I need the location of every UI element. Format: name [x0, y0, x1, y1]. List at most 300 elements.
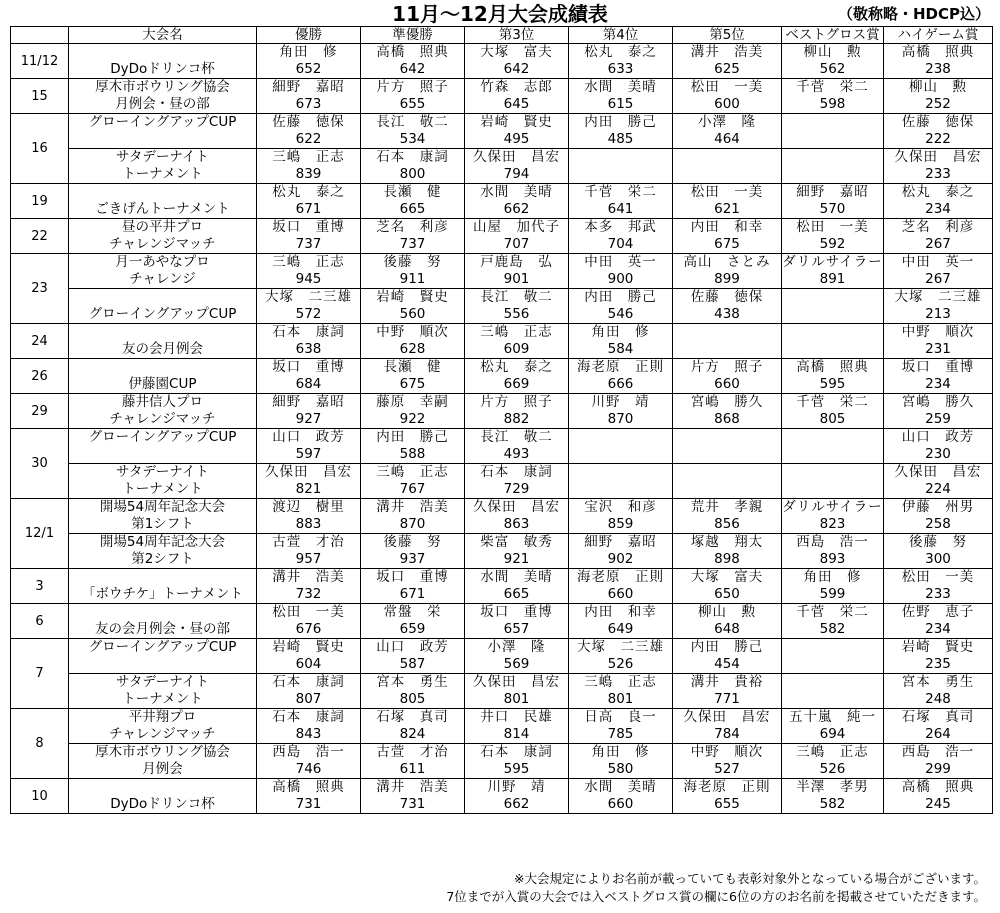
header-4th: 第4位: [569, 27, 673, 44]
player-score: 560: [399, 306, 426, 322]
header-best-gross: ベストグロス賞: [782, 27, 884, 44]
table-row: [11, 219, 993, 254]
result-cell: [465, 569, 569, 604]
result-cell: [465, 114, 569, 149]
result-cell: [884, 114, 993, 149]
player-name: ダリルサイラー: [782, 254, 883, 270]
result-cell: [673, 394, 782, 429]
result-cell: [782, 709, 884, 744]
player-score: 731: [295, 796, 322, 812]
player-name: 岩崎 賢史: [901, 639, 975, 655]
result-cell: [465, 219, 569, 254]
result-cell: [569, 464, 673, 499]
result-cell: [673, 639, 782, 674]
result-cell: [884, 709, 993, 744]
player-score: 222: [925, 131, 951, 147]
player-score: 814: [503, 726, 530, 742]
event-name-line: 第2シフト: [131, 551, 194, 567]
result-cell: [569, 114, 673, 149]
event-name-line: チャレンジマッチ: [109, 726, 216, 742]
result-cell: [361, 114, 465, 149]
result-cell: [569, 604, 673, 639]
player-name: [673, 149, 781, 166]
date-cell: 8: [11, 709, 69, 779]
player-score: 259: [925, 411, 951, 427]
player-score: 587: [399, 656, 426, 672]
player-name: ダリルサイラー: [782, 499, 883, 515]
player-score: 927: [295, 411, 322, 427]
player-score: 801: [503, 691, 530, 707]
event-name-line: [69, 359, 256, 376]
player-score: 652: [295, 61, 322, 77]
player-score: [782, 166, 883, 183]
player-score: 300: [925, 551, 951, 567]
result-cell: [673, 709, 782, 744]
player-name: 大塚 富夫: [690, 569, 764, 585]
table-row: [11, 499, 993, 534]
result-cell: [673, 674, 782, 709]
player-name: 久保田 昌宏: [473, 149, 560, 165]
player-name: 久保田 昌宏: [265, 464, 352, 480]
player-score: [673, 481, 781, 498]
event-name-cell: [69, 114, 257, 149]
player-name: 大塚 二三雄: [577, 639, 664, 655]
result-cell: [465, 674, 569, 709]
result-cell: [884, 79, 993, 114]
player-score: 921: [503, 551, 530, 567]
event-name-line: [69, 569, 256, 586]
result-cell: [361, 324, 465, 359]
player-name: 五十嵐 純一: [789, 709, 876, 725]
result-cell: [673, 149, 782, 184]
player-name: 常盤 栄: [383, 604, 442, 620]
player-score: 633: [607, 61, 634, 77]
player-score: 245: [925, 796, 951, 812]
player-score: 299: [925, 761, 951, 777]
result-cell: [782, 219, 884, 254]
player-score: 622: [295, 131, 322, 147]
player-score: 234: [925, 621, 951, 637]
player-name: 片方 照子: [376, 79, 449, 95]
player-name: 大塚 富夫: [480, 44, 553, 60]
player-name: 溝井 浩美: [376, 499, 449, 515]
player-score: 900: [607, 271, 634, 287]
player-score: 527: [714, 761, 740, 777]
player-score: 649: [607, 621, 634, 637]
player-name: [782, 149, 883, 166]
player-score: 665: [503, 586, 530, 602]
result-cell: [257, 289, 361, 324]
event-name-cell: [69, 744, 257, 779]
result-cell: [673, 114, 782, 149]
player-score: 569: [503, 656, 530, 672]
event-name-line: DyDoドリンコ杯: [110, 796, 215, 812]
player-name: 岩崎 賢史: [376, 289, 449, 305]
result-cell: [673, 289, 782, 324]
result-cell: [673, 79, 782, 114]
player-score: 868: [714, 411, 740, 427]
player-score: 598: [819, 96, 846, 112]
result-cell: [673, 744, 782, 779]
player-name: 大塚 二三雄: [265, 289, 352, 305]
player-score: 642: [503, 61, 530, 77]
player-score: 556: [503, 306, 530, 322]
player-score: 707: [503, 236, 530, 252]
player-name: 渡辺 樹里: [272, 499, 345, 515]
table-row: [11, 149, 993, 184]
player-name: 宮本 勇生: [901, 674, 975, 690]
result-cell: [884, 639, 993, 674]
result-cell: [361, 359, 465, 394]
player-name: 西島 浩一: [796, 534, 869, 550]
result-cell: [782, 394, 884, 429]
player-name: 小澤 隆: [487, 639, 546, 655]
result-cell: [569, 254, 673, 289]
event-name-line: [69, 44, 256, 61]
player-name: 久保田 昌宏: [473, 499, 560, 515]
event-name-cell: [69, 44, 257, 79]
player-name: [782, 324, 883, 341]
player-name: 中野 順次: [690, 744, 764, 760]
result-cell: [782, 324, 884, 359]
result-cell: [673, 254, 782, 289]
player-name: 溝井 浩美: [690, 44, 764, 60]
result-cell: [673, 604, 782, 639]
player-name: 中田 英一: [584, 254, 657, 270]
player-score: 660: [607, 796, 634, 812]
player-score: [782, 341, 883, 358]
player-score: 784: [714, 726, 740, 742]
page-title: 11月～12月大会成績表: [392, 2, 608, 26]
result-cell: [884, 464, 993, 499]
player-score: 839: [295, 166, 322, 182]
player-score: 570: [819, 201, 846, 217]
player-score: 621: [714, 201, 740, 217]
result-cell: [257, 79, 361, 114]
player-name: 戸鹿島 弘: [480, 254, 553, 270]
result-cell: [465, 44, 569, 79]
player-name: 藤原 幸嗣: [376, 394, 449, 410]
table-row: [11, 569, 993, 604]
result-cell: [465, 639, 569, 674]
player-name: 内田 和幸: [690, 219, 764, 235]
date-cell: 26: [11, 359, 69, 394]
result-cell: [361, 429, 465, 464]
result-cell: [257, 499, 361, 534]
player-name: 松田 一美: [796, 219, 869, 235]
player-name: 松丸 泰之: [901, 184, 975, 200]
player-name: 久保田 昌宏: [894, 464, 982, 480]
player-score: 704: [607, 236, 634, 252]
result-cell: [782, 359, 884, 394]
player-name: 松田 一美: [690, 184, 764, 200]
player-name: [782, 674, 883, 691]
player-score: 526: [819, 761, 846, 777]
player-score: 673: [295, 96, 322, 112]
player-name: 山屋 加代子: [473, 219, 560, 235]
player-name: 千菅 栄二: [796, 604, 869, 620]
result-cell: [782, 499, 884, 534]
player-score: 665: [399, 201, 426, 217]
table-row: [11, 184, 993, 219]
player-name: 松田 一美: [272, 604, 345, 620]
player-score: [782, 481, 883, 498]
player-score: 625: [714, 61, 740, 77]
event-name-line: トーナメント: [122, 481, 203, 497]
header-3rd: 第3位: [465, 27, 569, 44]
header-high-game: ハイゲーム賞: [884, 27, 993, 44]
result-cell: [257, 394, 361, 429]
event-name-cell: [69, 254, 257, 289]
result-cell: [884, 779, 993, 814]
player-score: 235: [925, 656, 951, 672]
player-score: 595: [819, 376, 846, 392]
player-name: 長瀬 健: [383, 359, 442, 375]
result-cell: [361, 79, 465, 114]
player-name: 日高 良一: [584, 709, 657, 725]
player-score: 264: [925, 726, 951, 742]
header-1st: 優勝: [257, 27, 361, 44]
player-name: 芝名 利彦: [376, 219, 449, 235]
player-name: 柳山 勲: [698, 604, 756, 620]
player-name: 松丸 泰之: [480, 359, 553, 375]
event-name-cell: [69, 674, 257, 709]
player-name: 山口 政芳: [376, 639, 449, 655]
player-name: 長瀬 健: [383, 184, 442, 200]
result-cell: [361, 639, 465, 674]
player-score: 238: [925, 61, 951, 77]
player-score: 729: [503, 481, 530, 497]
player-name: 三嶋 正志: [584, 674, 657, 690]
table-row: [11, 534, 993, 569]
result-cell: [673, 569, 782, 604]
player-score: 891: [819, 271, 846, 287]
event-name-line: グローイングアップCUP: [88, 306, 237, 322]
player-name: [673, 464, 781, 481]
result-cell: [884, 674, 993, 709]
result-cell: [884, 744, 993, 779]
player-score: 731: [399, 796, 426, 812]
player-name: 千菅 栄二: [796, 79, 869, 95]
player-score: 628: [399, 341, 426, 357]
player-name: 高橋 照典: [376, 44, 449, 60]
player-name: 松丸 泰之: [272, 184, 345, 200]
player-score: 659: [399, 621, 426, 637]
result-cell: [569, 709, 673, 744]
player-name: [782, 639, 883, 656]
player-score: 588: [399, 446, 426, 462]
player-score: 233: [925, 586, 951, 602]
player-name: 細野 嘉昭: [584, 534, 657, 550]
result-cell: [257, 709, 361, 744]
player-score: 660: [607, 586, 634, 602]
player-name: 古萱 才治: [272, 534, 345, 550]
player-score: 901: [503, 271, 530, 287]
result-cell: [569, 44, 673, 79]
player-score: 737: [399, 236, 426, 252]
player-name: [673, 429, 781, 446]
player-score: 785: [607, 726, 634, 742]
player-score: 859: [607, 516, 634, 532]
player-name: 海老原 正則: [577, 359, 664, 375]
player-score: 595: [503, 761, 530, 777]
result-cell: [465, 709, 569, 744]
result-cell: [361, 394, 465, 429]
result-cell: [884, 569, 993, 604]
result-cell: [673, 464, 782, 499]
player-name: 竹森 志郎: [480, 79, 553, 95]
player-score: [569, 481, 672, 498]
result-cell: [361, 569, 465, 604]
result-cell: [673, 499, 782, 534]
result-cell: [569, 219, 673, 254]
table-row: [11, 254, 993, 289]
player-score: [782, 306, 883, 323]
result-cell: [361, 534, 465, 569]
result-cell: [569, 674, 673, 709]
result-cell: [257, 324, 361, 359]
table-row: [11, 44, 993, 79]
result-cell: [782, 44, 884, 79]
player-name: 長江 敬二: [480, 289, 553, 305]
player-name: 細野 嘉昭: [272, 394, 345, 410]
player-name: 石本 康詞: [376, 149, 449, 165]
player-name: 石本 康詞: [272, 674, 345, 690]
result-cell: [257, 44, 361, 79]
player-score: 546: [607, 306, 634, 322]
player-score: 597: [295, 446, 322, 462]
player-score: 609: [503, 341, 530, 357]
player-score: 821: [295, 481, 322, 497]
player-score: 856: [714, 516, 740, 532]
player-name: 三嶋 正志: [376, 464, 449, 480]
result-cell: [361, 709, 465, 744]
player-score: 902: [607, 551, 634, 567]
result-cell: [569, 779, 673, 814]
result-cell: [782, 464, 884, 499]
result-cell: [257, 219, 361, 254]
date-cell: 29: [11, 394, 69, 429]
player-name: 細野 嘉昭: [796, 184, 869, 200]
player-score: 641: [607, 201, 634, 217]
event-name-cell: [69, 429, 257, 464]
event-name-line: [69, 446, 256, 463]
table-row: [11, 359, 993, 394]
player-name: [782, 464, 883, 481]
player-score: 233: [925, 166, 951, 182]
event-name-line: 開場54周年記念大会: [99, 534, 226, 550]
player-name: 高橋 照典: [901, 779, 975, 795]
event-name-line: [69, 324, 256, 341]
result-cell: [569, 534, 673, 569]
result-cell: [465, 464, 569, 499]
result-cell: [569, 394, 673, 429]
table-row: [11, 79, 993, 114]
event-name-cell: [69, 394, 257, 429]
player-name: 松丸 泰之: [584, 44, 657, 60]
table-row: [11, 289, 993, 324]
player-score: 732: [295, 586, 322, 602]
player-score: 937: [399, 551, 426, 567]
player-name: 山口 政芳: [272, 429, 345, 445]
result-cell: [465, 254, 569, 289]
result-cell: [361, 219, 465, 254]
event-name-cell: [69, 184, 257, 219]
player-score: 464: [714, 131, 740, 147]
result-cell: [569, 359, 673, 394]
result-cell: [465, 779, 569, 814]
date-cell: 12/1: [11, 499, 69, 569]
player-name: 水間 美晴: [480, 184, 553, 200]
event-name-line: 友の会月例会: [122, 341, 203, 357]
player-name: 川野 靖: [591, 394, 650, 410]
player-name: 宝沢 和彦: [584, 499, 657, 515]
player-score: [569, 446, 672, 463]
player-name: [569, 149, 672, 166]
player-score: 258: [925, 516, 951, 532]
result-cell: [673, 429, 782, 464]
result-cell: [257, 429, 361, 464]
player-name: 内田 勝己: [690, 639, 764, 655]
player-name: 西島 浩一: [901, 744, 975, 760]
player-score: 485: [607, 131, 634, 147]
player-score: 666: [607, 376, 634, 392]
player-score: 599: [819, 586, 846, 602]
player-score: 746: [295, 761, 322, 777]
result-cell: [465, 744, 569, 779]
result-cell: [673, 779, 782, 814]
player-score: 945: [295, 271, 322, 287]
player-name: 溝井 浩美: [376, 779, 449, 795]
player-name: 西島 浩一: [272, 744, 345, 760]
player-score: 899: [714, 271, 740, 287]
player-score: 562: [819, 61, 846, 77]
event-name-line: 月例会: [142, 761, 183, 777]
event-name-line: トーナメント: [122, 166, 203, 182]
player-score: 252: [925, 96, 951, 112]
date-cell: 7: [11, 639, 69, 709]
result-cell: [782, 779, 884, 814]
player-name: 坂口 重博: [272, 219, 345, 235]
event-name-line: [69, 184, 256, 201]
header-event: 大会名: [69, 27, 257, 44]
player-name: 内田 勝己: [584, 289, 657, 305]
results-table: [10, 26, 993, 814]
table-row: [11, 709, 993, 744]
result-cell: [782, 569, 884, 604]
result-cell: [569, 569, 673, 604]
player-score: 662: [503, 796, 530, 812]
date-cell: 6: [11, 604, 69, 639]
player-score: 655: [714, 796, 740, 812]
result-cell: [569, 639, 673, 674]
player-score: 642: [399, 61, 426, 77]
player-name: 高橋 照典: [901, 44, 975, 60]
player-score: 824: [399, 726, 426, 742]
event-name-line: ごきげんトーナメント: [95, 201, 230, 217]
result-cell: [782, 604, 884, 639]
player-name: 柳山 勲: [909, 79, 967, 95]
result-cell: [782, 254, 884, 289]
result-cell: [569, 289, 673, 324]
player-name: 小澤 隆: [698, 114, 756, 130]
player-score: 582: [819, 621, 846, 637]
player-name: 後藤 努: [909, 534, 967, 550]
event-name-cell: [69, 324, 257, 359]
event-name-cell: [69, 289, 257, 324]
player-score: 675: [399, 376, 426, 392]
event-name-line: DyDoドリンコ杯: [110, 61, 215, 77]
